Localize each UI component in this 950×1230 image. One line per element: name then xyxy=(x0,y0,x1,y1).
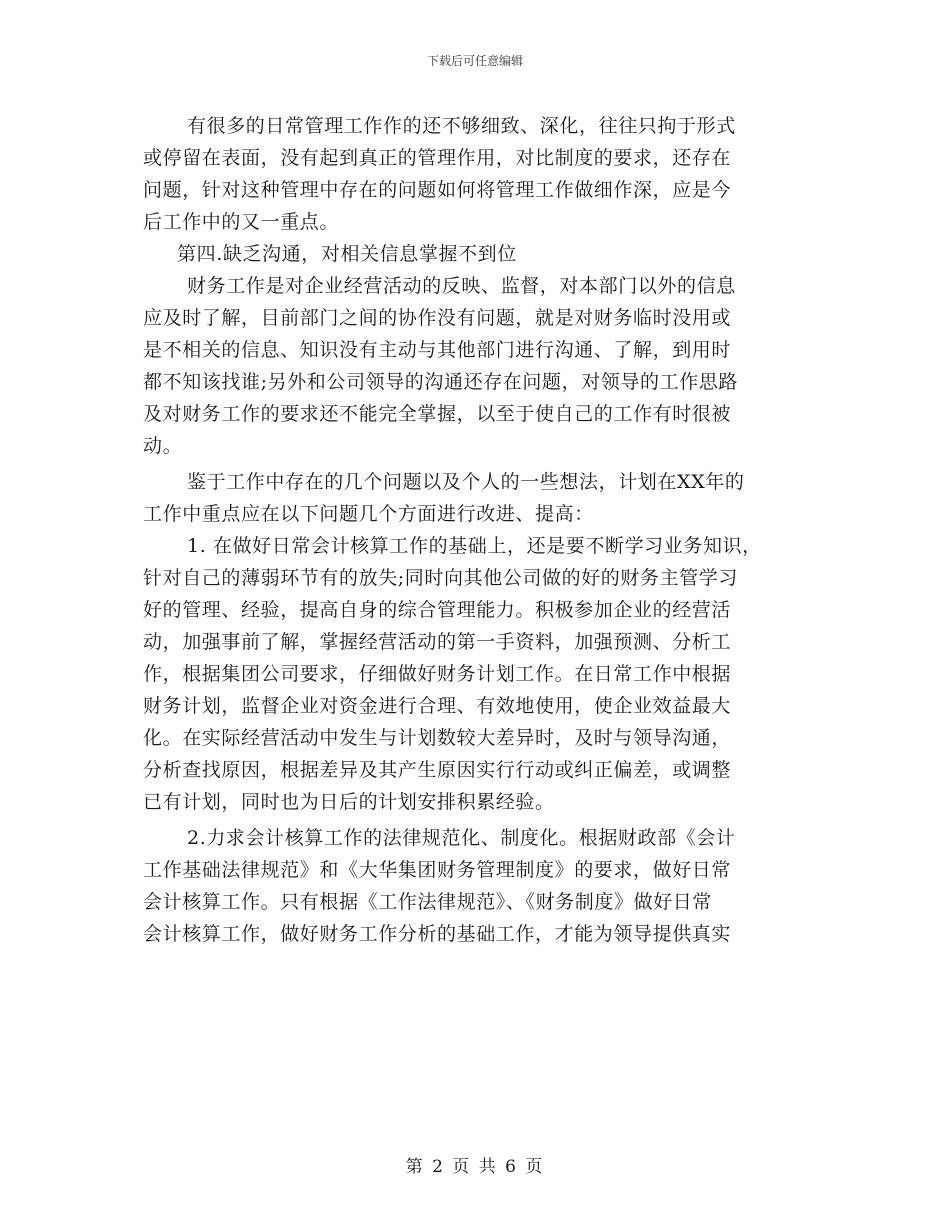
list-item-2: 2.力求会计核算工作的法律规范化、制度化。根据财政部《会计 xyxy=(187,827,736,849)
body-line: 动。 xyxy=(143,435,183,457)
body-line: 及对财务工作的要求还不能完全掌握，以至于使自己的工作有时很被 xyxy=(143,403,732,425)
body-line: 工作基础法律规范》和《大华集团财务管理制度》的要求，做好日常 xyxy=(143,859,732,881)
section-heading: 第四.缺乏沟通，对相关信息掌握不到位 xyxy=(177,243,517,265)
body-line: 问题，针对这种管理中存在的问题如何将管理工作做细作深，应是今 xyxy=(143,179,732,201)
body-line: 有很多的日常管理工作作的还不够细致、深化，往往只拘于形式 xyxy=(187,115,736,137)
page-header: 下载后可任意编辑 xyxy=(426,54,523,68)
body-line: 分析查找原因，根据差异及其产生原因实行行动或纠正偏差，或调整 xyxy=(143,759,732,781)
body-line: 都不知该找谁;另外和公司领导的沟通还存在问题，对领导的工作思路 xyxy=(143,371,739,393)
body-line: 后工作中的又一重点。 xyxy=(143,211,340,233)
list-item-1: 1. 在做好日常会计核算工作的基础上，还是要不断学习业务知识， xyxy=(187,535,762,557)
body-line: 鉴于工作中存在的几个问题以及个人的一些想法，计划在XX年的 xyxy=(187,471,745,493)
body-line: 或停留在表面，没有起到真正的管理作用，对比制度的要求，还存在 xyxy=(143,147,732,169)
body-line: 工作中重点应在以下问题几个方面进行改进、提高： xyxy=(143,503,594,525)
body-line: 作，根据集团公司要求，仔细做好财务计划工作。在日常工作中根据 xyxy=(143,663,732,685)
body-line: 会计核算工作。只有根据《工作法律规范》、《财务制度》做好日常 xyxy=(143,891,713,913)
body-line: 财务计划，监督企业对资金进行合理、有效地使用，使企业效益最大 xyxy=(143,695,732,717)
body-line: 针对自己的薄弱环节有的放失;同时向其他公司做的好的财务主管学习 xyxy=(143,567,739,589)
body-line: 好的管理、经验，提高自身的综合管理能力。积极参加企业的经营活 xyxy=(143,599,732,621)
body-line: 应及时了解，目前部门之间的协作没有问题，就是对财务临时没用或 xyxy=(143,307,732,329)
body-line: 已有计划，同时也为日后的计划安排积累经验。 xyxy=(143,791,555,813)
page-footer: 第 2 页 共 6 页 xyxy=(405,1157,545,1177)
body-line: 财务工作是对企业经营活动的反映、监督，对本部门以外的信息 xyxy=(187,275,736,297)
document-body xyxy=(143,110,803,950)
body-line: 是不相关的信息、知识没有主动与其他部门进行沟通、了解，到用时 xyxy=(143,339,732,361)
body-line: 化。在实际经营活动中发生与计划数较大差异时，及时与领导沟通， xyxy=(143,727,732,749)
body-line: 会计核算工作，做好财务工作分析的基础工作，才能为领导提供真实 xyxy=(143,923,732,945)
body-line: 动，加强事前了解，掌握经营活动的第一手资料，加强预测、分析工 xyxy=(143,631,732,653)
